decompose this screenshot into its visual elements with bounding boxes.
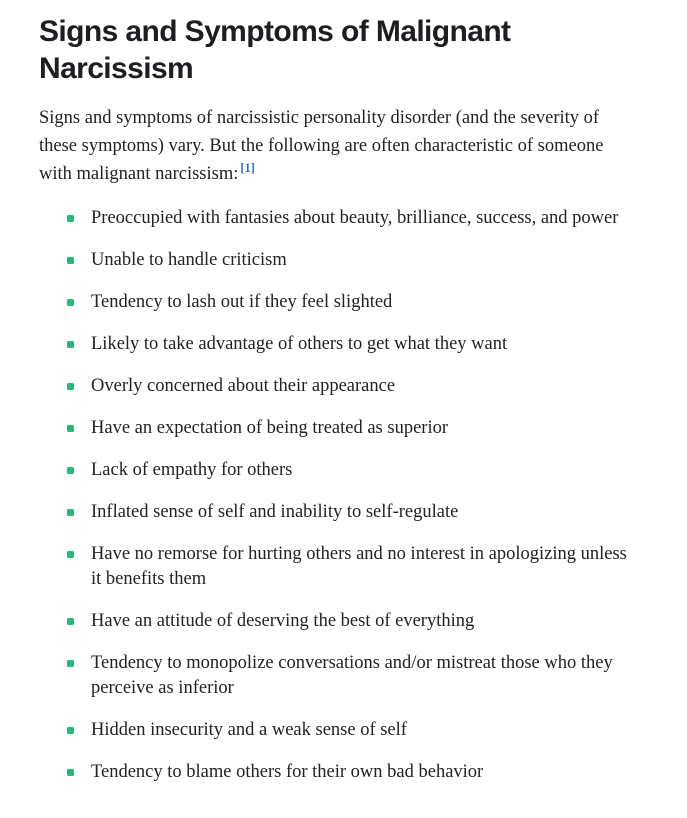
list-item [67, 542, 632, 592]
page-title: Signs and Symptoms of Malignant Narcissism [39, 15, 511, 85]
bullet-square-icon [67, 299, 74, 306]
bullet-square-icon [67, 509, 74, 516]
bullet-square-icon [67, 769, 74, 776]
bullet-square-icon [67, 618, 74, 625]
intro-paragraph [39, 104, 639, 188]
bullet-square-icon [67, 660, 74, 667]
list-item-text: Inflated sense of self and inability to self-regulate [91, 502, 459, 522]
list-item [67, 651, 632, 701]
list-item [67, 290, 632, 315]
bullet-square-icon [67, 257, 74, 264]
list-item-text: Preoccupied with fantasies about beauty, brilliance, success, and power [91, 208, 619, 228]
list-item [67, 206, 632, 231]
list-item [67, 760, 632, 785]
list-item [67, 248, 632, 273]
list-item-text: Have no remorse for hurting others and no interest in apologizing unless it benefits them [91, 544, 627, 589]
bullet-square-icon [67, 551, 74, 558]
intro-text: Signs and symptoms of narcissistic personality disorder (and the severity of these symptoms) vary. But the following are often characteristic of someone with malignant narcissism: [39, 108, 604, 184]
list-item [67, 500, 632, 525]
list-item [67, 458, 632, 483]
list-item-text: Tendency to blame others for their own bad behavior [91, 762, 484, 782]
list-item-text: Lack of empathy for others [91, 460, 293, 480]
list-item [67, 374, 632, 399]
list-item-text: Tendency to monopolize conversations and/or mistreat those who they perceive as inferior [91, 653, 613, 698]
list-item-text: Have an attitude of deserving the best of everything [91, 611, 475, 631]
list-item [67, 609, 632, 634]
list-item-text: Have an expectation of being treated as superior [91, 418, 449, 438]
bullet-square-icon [67, 341, 74, 348]
list-item [67, 718, 632, 743]
list-item-text: Unable to handle criticism [91, 250, 287, 270]
bullet-square-icon [67, 425, 74, 432]
list-item-text: Hidden insecurity and a weak sense of self [91, 720, 407, 740]
list-item [67, 416, 632, 441]
list-item-text: Overly concerned about their appearance [91, 376, 396, 396]
list-item-text: Tendency to lash out if they feel slighted [91, 292, 393, 312]
citation-link[interactable]: [1] [240, 160, 255, 175]
list-item-text: Likely to take advantage of others to get what they want [91, 334, 508, 354]
symptom-list [67, 206, 632, 785]
list-item [67, 332, 632, 357]
bullet-square-icon [67, 467, 74, 474]
bullet-square-icon [67, 727, 74, 734]
bullet-square-icon [67, 383, 74, 390]
bullet-square-icon [67, 215, 74, 222]
